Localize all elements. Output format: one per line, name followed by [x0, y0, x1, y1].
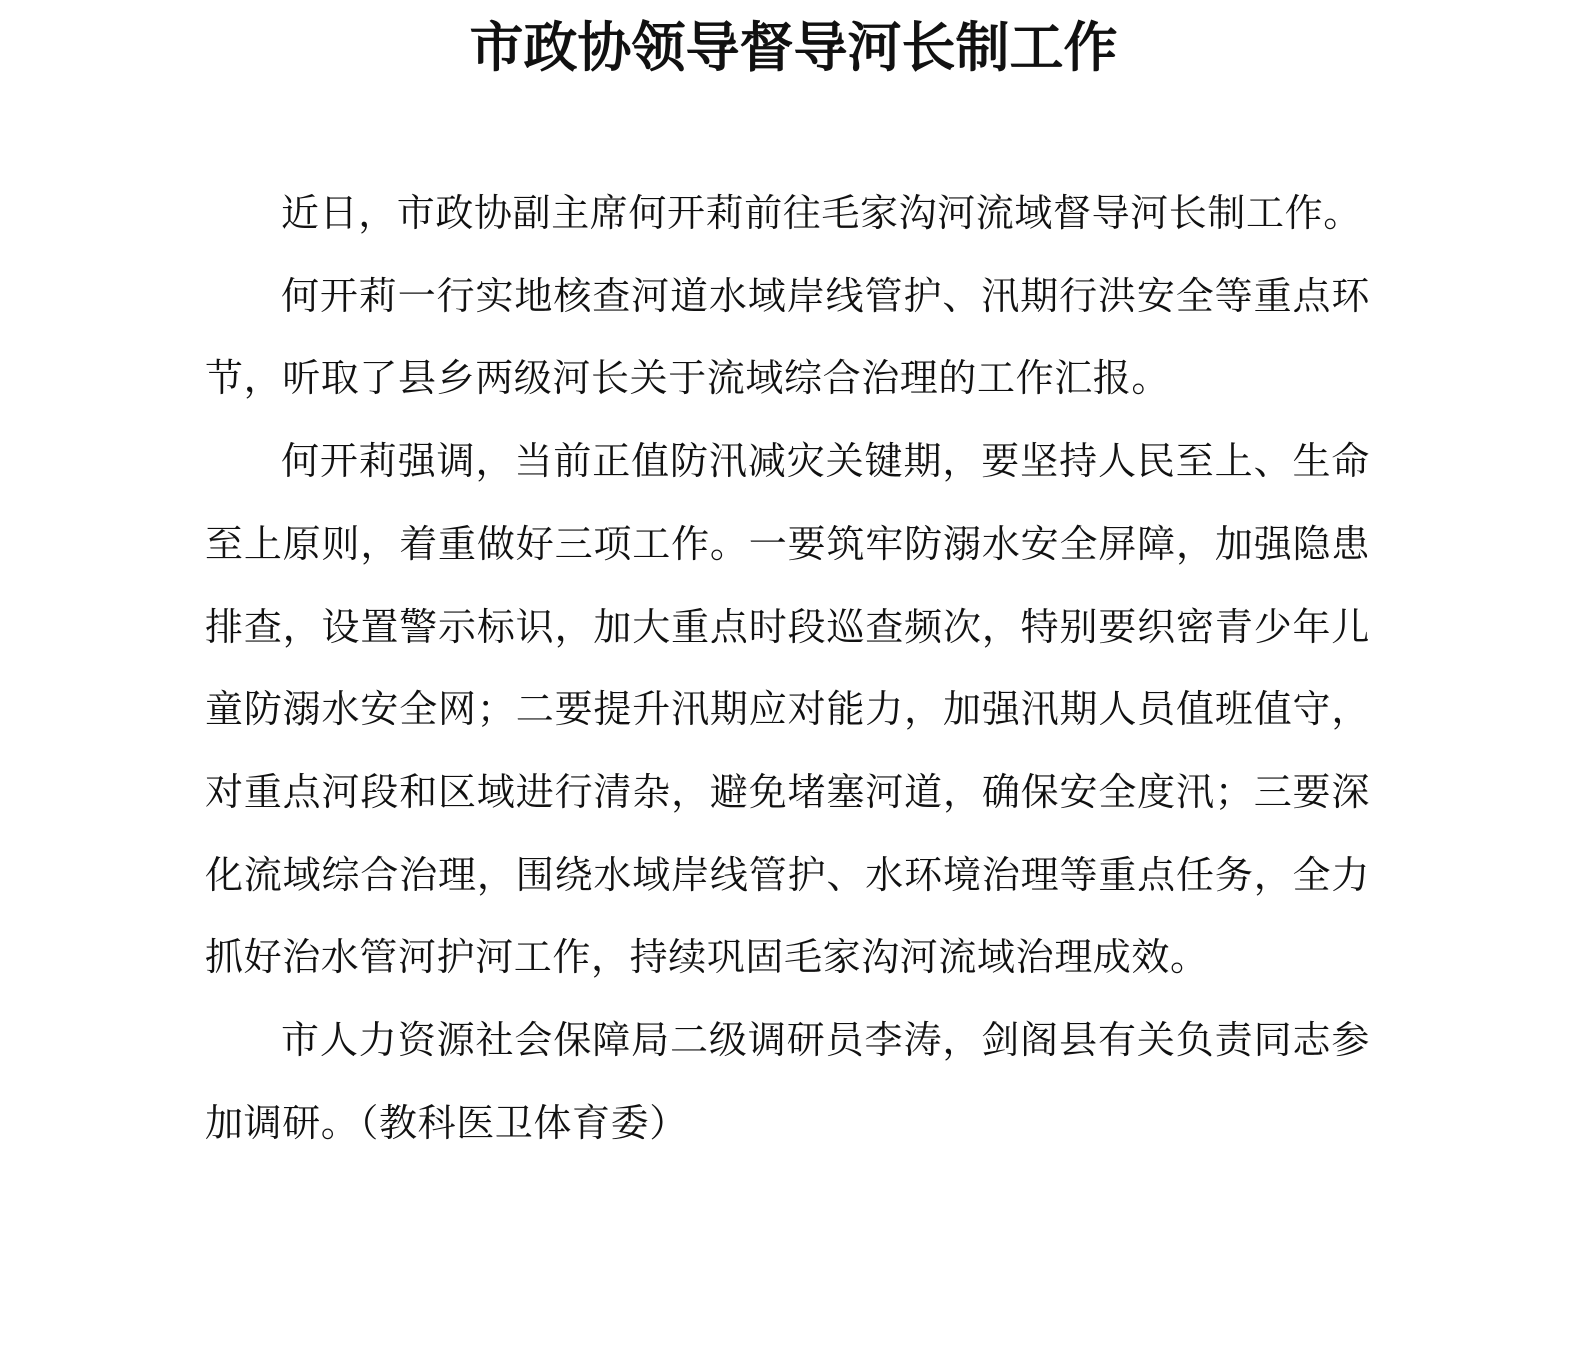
paragraph-inspection: 何开莉一行实地核查河道水域岸线管护、汛期行洪安全等重点环节，听取了县乡两级河长关于流域综合治理的工作汇报。: [205, 273, 1370, 401]
document-title: 市政协领导督导河长制工作: [469, 15, 1118, 79]
paragraph-intro: 近日，市政协副主席何开莉前往毛家沟河流域督导河长制工作。: [281, 191, 1362, 235]
paragraph-emphasis: 何开莉强调，当前正值防汛减灾关键期，要坚持人民至上、生命至上原则，着重做好三项工作。一要筑牢防溺水安全屏障，加强隐患排查，设置警示标识，加大重点时段巡查频次，特别要织密青少年儿童防溺水安全网；二要提升汛期应对能力，加强汛期人员值班值守，对重点河段和区域进行清杂，避免堵塞河道，确保安全度汛；三要深化流域综合治理，围绕水域岸线管护、水环境治理等重点任务，全力抓好治水管河护河工作，持续巩固毛家沟河流域治理成效。: [205, 439, 1370, 980]
document-body: [205, 172, 1370, 1164]
paragraph-attendees: 市人力资源社会保障局二级调研员李涛，剑阁县有关负责同志参加调研。（教科医卫体育委）: [205, 1018, 1370, 1145]
